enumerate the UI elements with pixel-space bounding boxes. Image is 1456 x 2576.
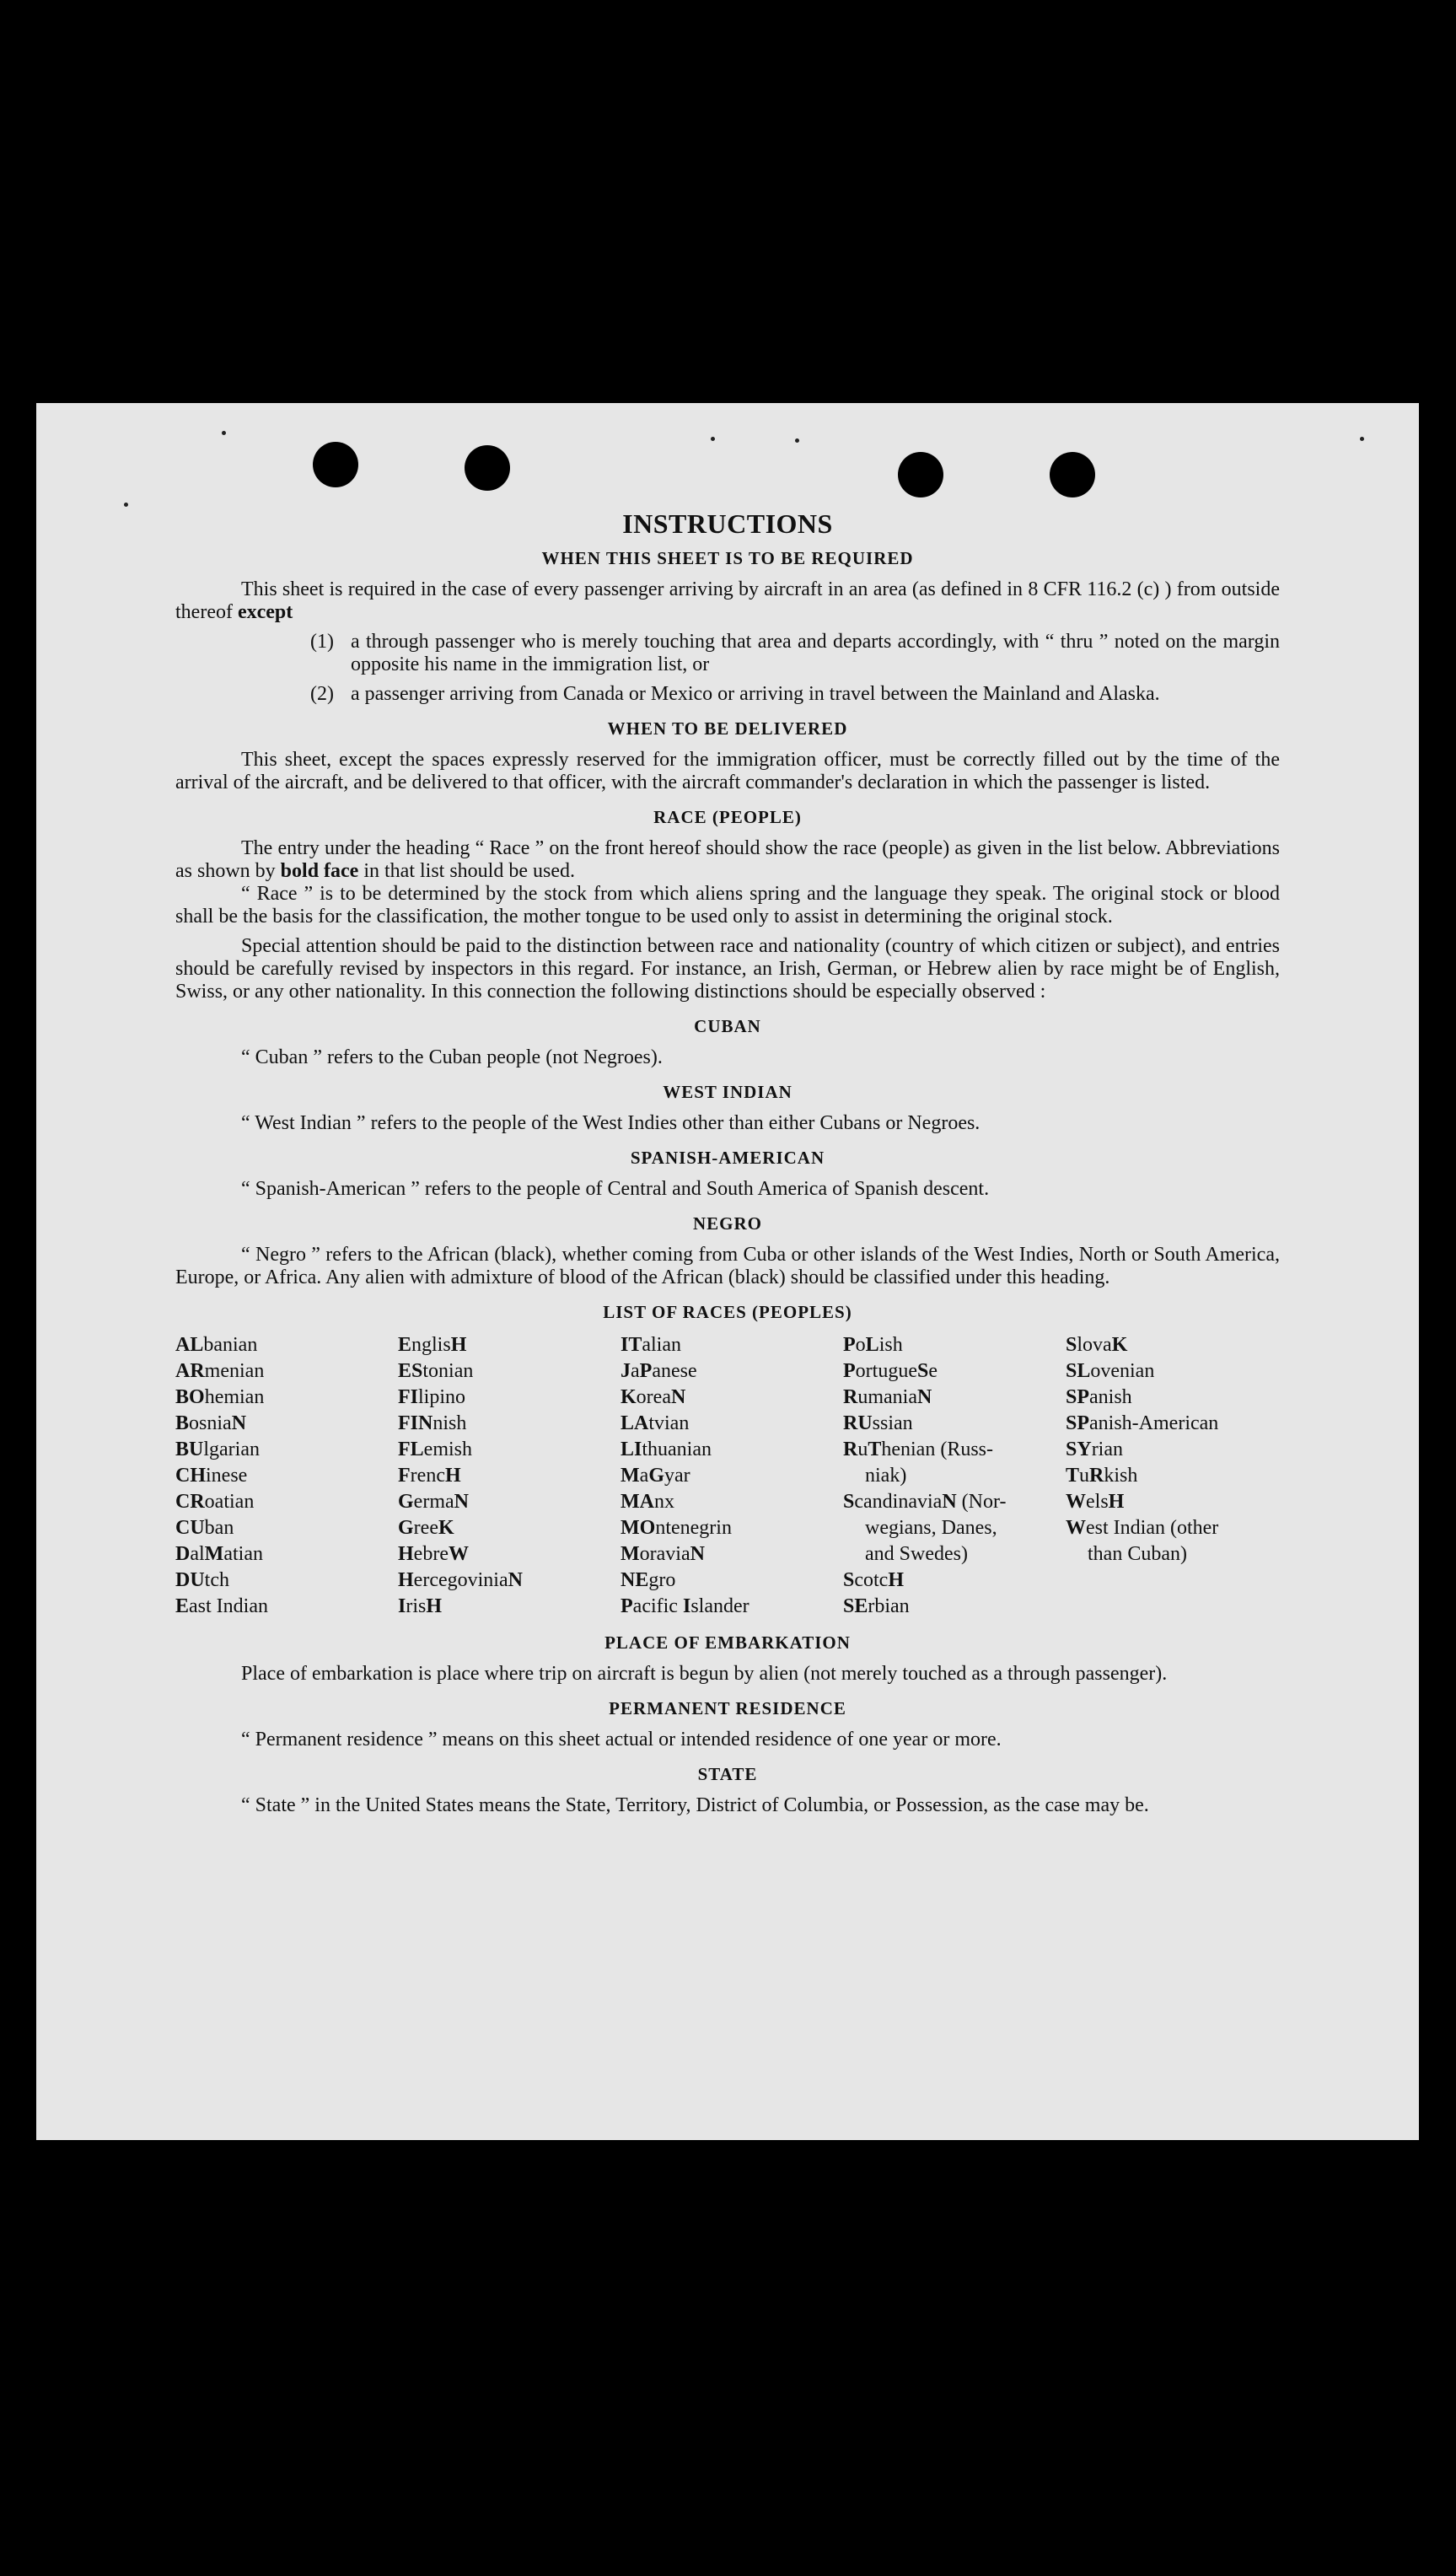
exception-item: (1) a through passenger who is merely touching that area and departs accordingly, with “ thru ” noted on the margin opposite his name in the immigration list, or [310, 631, 1280, 675]
race-entry: ScandinaviaN (Nor- [843, 1491, 1007, 1513]
race-entry: DalMatian [175, 1543, 263, 1565]
punch-hole [465, 445, 510, 491]
spanish-american-text: “ Spanish-American ” refers to the people of Central and South America of Spanish descent. [241, 1178, 990, 1200]
instructions-body [175, 508, 1280, 1817]
race-entry: EStonian [398, 1360, 474, 1382]
west-indian-text: “ West Indian ” refers to the people of the West Indies other than either Cubans or Negroes. [241, 1112, 981, 1134]
paper-speck [795, 438, 799, 443]
race-entry: TuRkish [1066, 1465, 1138, 1487]
race-entry: HebreW [398, 1543, 469, 1565]
race-entry: HercegoviniaN [398, 1569, 523, 1591]
race-entry: than Cuban) [1088, 1543, 1187, 1565]
when-required-intro: This sheet is required in the case of every passenger arriving by aircraft in an area (as defined in 8 CFR 116.2 (c) ) from outside thereof except [175, 578, 1280, 623]
race-entry: FrencH [398, 1465, 461, 1487]
race-entry: BosniaN [175, 1412, 247, 1434]
section-heading-cuban: CUBAN [694, 1016, 761, 1036]
race-entry: CRoatian [175, 1491, 255, 1513]
race-entry: PortugueSe [843, 1360, 938, 1382]
race-entry: FINnish [398, 1412, 467, 1434]
race-paragraph-2: “ Race ” is to be determined by the stock from which aliens spring and the language they speak. The original stock or blood shall be the basis for the classification, the mother tongue to be used only to assist in determining the original stock. [175, 883, 1280, 928]
race-entry: RumaniaN [843, 1386, 932, 1408]
races-column [621, 1332, 835, 1620]
race-entry: FIlipino [398, 1386, 466, 1408]
race-entry: ScotcH [843, 1569, 905, 1591]
section-heading-west-indian: WEST INDIAN [663, 1082, 792, 1102]
race-entry: MOntenegrin [621, 1517, 732, 1539]
races-column [1066, 1332, 1280, 1620]
section-heading-when-delivered: WHEN TO BE DELIVERED [607, 718, 848, 739]
section-heading-race: RACE (PEOPLE) [653, 807, 802, 827]
race-entry: MoraviaN [621, 1543, 705, 1565]
race-entry: niak) [865, 1465, 907, 1487]
races-column [843, 1332, 1057, 1620]
page-title: INSTRUCTIONS [622, 508, 833, 539]
punch-hole [1050, 452, 1095, 497]
section-heading-place-of-embarkation: PLACE OF EMBARKATION [604, 1632, 851, 1653]
race-entry: DUtch [175, 1569, 229, 1591]
section-heading-permanent-residence: PERMANENT RESIDENCE [609, 1698, 846, 1718]
race-entry: SYrian [1066, 1439, 1123, 1460]
race-entry: CHinese [175, 1465, 248, 1487]
race-entry: PoLish [843, 1334, 903, 1356]
place-of-embarkation-text: Place of embarkation is place where trip on aircraft is begun by alien (not merely touched as a through passenger). [241, 1663, 1168, 1685]
race-entry: CUban [175, 1517, 234, 1539]
race-entry: SlovaK [1066, 1334, 1128, 1356]
races-column [398, 1332, 612, 1620]
punch-hole [898, 452, 943, 497]
race-entry: Pacific Islander [621, 1595, 749, 1617]
section-heading-list-of-races: LIST OF RACES (PEOPLES) [603, 1302, 852, 1322]
paper-speck [124, 503, 128, 507]
race-entry: wegians, Danes, [865, 1517, 997, 1539]
when-delivered-text: This sheet, except the spaces expressly reserved for the immigration officer, must be correctly filled out by the time of the arrival of the aircraft, and be delivered to that officer, with the aircraft commander's declaration in which the passenger is listed. [175, 749, 1280, 793]
section-heading-spanish-american: SPANISH-AMERICAN [630, 1148, 825, 1168]
race-entry: EnglisH [398, 1334, 467, 1356]
race-entry: MaGyar [621, 1465, 690, 1487]
race-entry: LIthuanian [621, 1439, 712, 1460]
race-entry: BOhemian [175, 1386, 265, 1408]
section-heading-negro: NEGRO [692, 1213, 762, 1234]
race-entry: KoreaN [621, 1386, 686, 1408]
race-paragraph-1: The entry under the heading “ Race ” on the front hereof should show the race (people) as given in the list below. Abbreviations as shown by bold face in that list should be used. [175, 837, 1280, 882]
punch-hole [313, 442, 358, 487]
race-entry: NEgro [621, 1569, 676, 1591]
paper-speck [1360, 437, 1364, 441]
paper-speck [711, 437, 715, 441]
race-entry: FLemish [398, 1439, 472, 1460]
negro-text: “ Negro ” refers to the African (black), whether coming from Cuba or other islands of the West Indies, North or South America, Europe, or Africa. Any alien with admixture of blood of the African (black) should be classified under this heading. [175, 1244, 1280, 1288]
race-entry: ITalian [621, 1334, 681, 1356]
race-entry: East Indian [175, 1595, 268, 1617]
permanent-residence-text: “ Permanent residence ” means on this sheet actual or intended residence of one year or more. [241, 1729, 1002, 1750]
race-paragraph-3: Special attention should be paid to the distinction between race and nationality (country of which citizen or subject), and entries should be carefully revised by inspectors in this regard. For instance, an Irish, German, or Hebrew alien by race might be of English, Swiss, or any other nationality. In this connection the following distinctions should be especially observed : [175, 935, 1280, 1003]
race-entry: West Indian (other [1066, 1517, 1219, 1539]
race-entry: ARmenian [175, 1360, 265, 1382]
race-entry: GermaN [398, 1491, 469, 1513]
race-entry: and Swedes) [865, 1543, 968, 1565]
race-entry: SPanish [1066, 1386, 1132, 1408]
races-list [175, 1332, 1280, 1620]
race-entry: LAtvian [621, 1412, 690, 1434]
race-entry: SErbian [843, 1595, 910, 1617]
race-entry: JaPanese [621, 1360, 697, 1382]
state-text: “ State ” in the United States means the State, Territory, District of Columbia, or Possession, as the case may be. [241, 1794, 1149, 1816]
document-sheet [36, 403, 1419, 2140]
section-heading-when-required: WHEN THIS SHEET IS TO BE REQUIRED [541, 548, 914, 568]
race-entry: SPanish-American [1066, 1412, 1219, 1434]
races-column [175, 1332, 390, 1620]
race-entry: GreeK [398, 1517, 454, 1539]
race-entry: RuThenian (Russ- [843, 1439, 994, 1460]
race-entry: RUssian [843, 1412, 913, 1434]
race-entry: SLovenian [1066, 1360, 1155, 1382]
section-heading-state: STATE [697, 1764, 758, 1784]
race-entry: MAnx [621, 1491, 674, 1513]
race-entry: IrisH [398, 1595, 443, 1617]
race-entry: WelsH [1066, 1491, 1125, 1513]
race-entry: BUlgarian [175, 1439, 260, 1460]
exception-item: (2) a passenger arriving from Canada or Mexico or arriving in travel between the Mainland and Alaska. [310, 683, 1160, 705]
race-entry: ALbanian [175, 1334, 258, 1356]
cuban-text: “ Cuban ” refers to the Cuban people (not Negroes). [241, 1046, 663, 1068]
paper-speck [222, 431, 226, 435]
